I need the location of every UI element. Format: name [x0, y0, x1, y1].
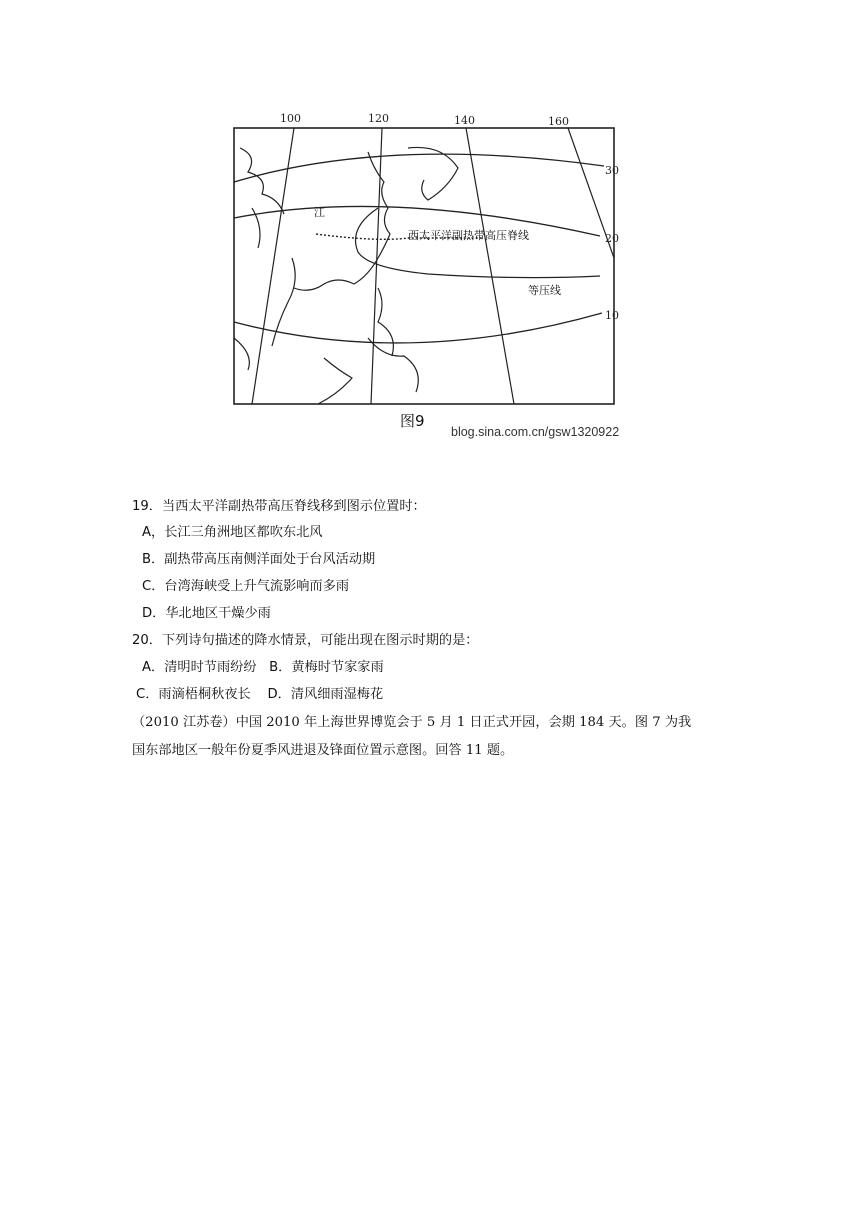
- q20-options-row2: C．雨滴梧桐秋夜长 D．清风细雨湿梅花: [136, 687, 384, 702]
- meridians: [252, 128, 614, 404]
- q19-stem: 19．当西太平洋副热带高压脊线移到图示位置时：: [132, 499, 426, 514]
- parallels: [234, 154, 604, 343]
- coastline: [234, 147, 458, 404]
- lon-label-140: 140: [454, 114, 475, 127]
- q20-options-row1: A．清明时节雨纷纷 B．黄梅时节家家雨: [142, 660, 384, 675]
- map-frame: [234, 128, 614, 404]
- isobar-line: [356, 208, 601, 278]
- lon-label-160: 160: [548, 115, 569, 128]
- intro-line-2: 国东部地区一般年份夏季风进退及锋面位置示意图。回答 11 题。: [132, 743, 514, 758]
- q19-option-d: D．华北地区干燥少雨: [142, 606, 271, 621]
- q19-option-b: B．副热带高压南侧洋面处于台风活动期: [142, 552, 376, 567]
- lon-label-120: 120: [368, 112, 389, 125]
- q19-option-c: C．台湾海峡受上升气流影响而多雨: [142, 579, 350, 594]
- q20-stem: 20．下列诗句描述的降水情景，可能出现在图示时期的是：: [132, 633, 479, 648]
- weather-map: [228, 108, 628, 448]
- map-river-label: 江: [314, 206, 325, 219]
- intro-line-1: （2010 江苏卷）中国 2010 年上海世界博览会于 5 月 1 日正式开园，会期 184 天。图 7 为我: [132, 715, 692, 730]
- map-figure: [228, 108, 628, 448]
- q19-option-a: A，长江三角洲地区都吹东北风: [142, 525, 323, 540]
- figure-caption: 图9: [400, 412, 425, 430]
- lat-label-30: 30: [605, 164, 619, 177]
- lon-label-100: 100: [280, 112, 301, 125]
- lat-label-10: 10: [605, 309, 619, 322]
- ridge-label: 西太平洋副热带高压脊线: [408, 229, 529, 242]
- watermark: blog.sina.com.cn/gsw1320922: [451, 425, 620, 439]
- lat-label-20: 20: [605, 232, 619, 245]
- isobar-label: 等压线: [528, 284, 561, 297]
